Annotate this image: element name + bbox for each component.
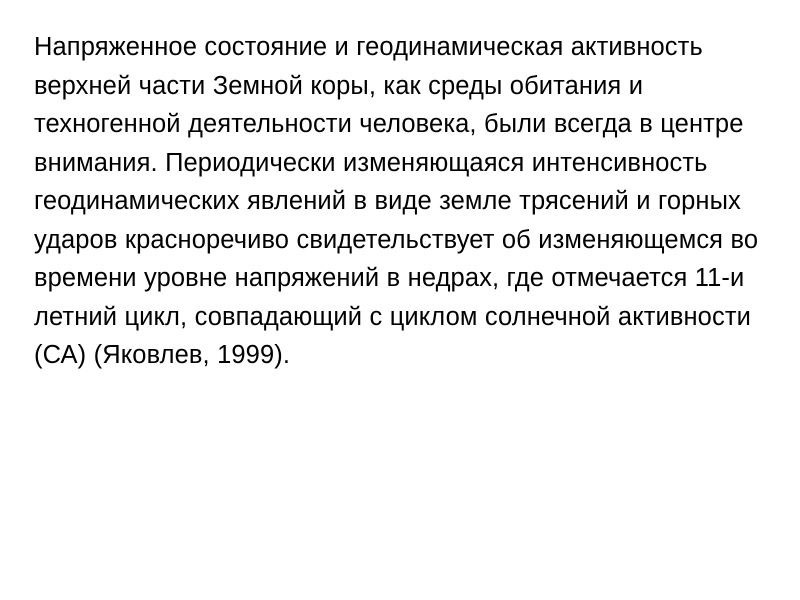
slide-body-paragraph: Напряженное состояние и геодинамическая активность верхней части Земной коры, как среды обитания и техногенной деятельности человека, были всегда в центре внимания. Периодически изменяющаяся интенсивность геодинамических явлений в виде земле трясений и горных ударов красноречиво свидетельствует об изменяющемся во времени уровне напряжений в недрах, где отмечается 11-и летний цикл, совпадающий с циклом солнечной активности (СА) (Яковлев, 1999). xyxy=(34,33,766,369)
